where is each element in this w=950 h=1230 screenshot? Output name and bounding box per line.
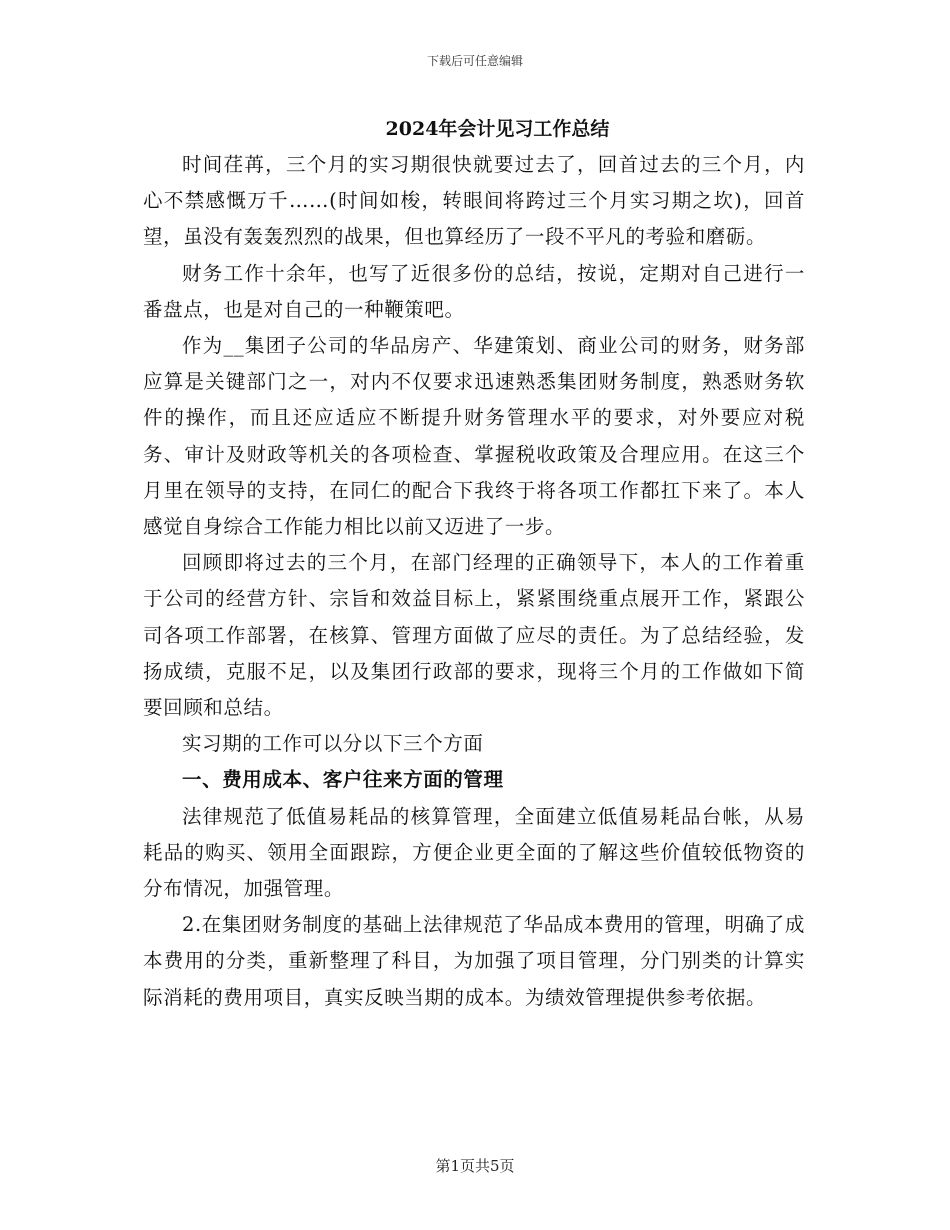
page-number-footer: 第1页共5页 — [435, 1157, 515, 1175]
document-title: 2024年会计见习工作总结 — [385, 118, 610, 140]
paragraph-intro: 时间荏苒，三个月的实习期很快就要过去了，回首过去的三个月，内心不禁感慨万千……(时间如梭，转眼间将跨过三个月实习期之坎)，回首望，虽没有轰轰烈烈的战果，但也算经历了一段不平凡的考验和磨砺。 — [143, 153, 805, 249]
page-header-note: 下载后可任意编辑 — [426, 54, 523, 68]
document-body — [143, 147, 805, 1016]
paragraph-reflection: 财务工作十余年，也写了近很多份的总结，按说，定期对自己进行一番盘点，也是对自己的一种鞭策吧。 — [143, 261, 805, 321]
paragraph-review: 回顾即将过去的三个月，在部门经理的正确领导下，本人的工作着重于公司的经营方针、宗旨和效益目标上，紧紧围绕重点展开工作，紧跟公司各项工作部署，在核算、管理方面做了应尽的责任。为了总结经验，发扬成绩，克服不足，以及集团行政部的要求，现将三个月的工作做如下简要回顾和总结。 — [143, 551, 805, 720]
section-heading-cost-management: 一、费用成本、客户往来方面的管理 — [182, 768, 504, 792]
paragraph-cost-expense-management: 2.在集团财务制度的基础上法律规范了华品成本费用的管理，明确了成本费用的分类，重新整理了科目，为加强了项目管理，分门别类的计算实际消耗的费用项目，真实反映当期的成本。为绩效管理提供参考依据。 — [143, 913, 805, 1009]
paragraph-aspects-intro: 实习期的工作可以分以下三个方面 — [182, 732, 484, 756]
paragraph-role: 作为__集团子公司的华品房产、华建策划、商业公司的财务，财务部应算是关键部门之一，对内不仅要求迅速熟悉集团财务制度，熟悉财务软件的操作，而且还应适应不断提升财务管理水平的要求，对外要应对税务、审计及财政等机关的各项检查、掌握税收政策及合理应用。在这三个月里在领导的支持，在同仁的配合下我终于将各项工作都扛下来了。本人感觉自身综合工作能力相比以前又迈进了一步。 — [143, 334, 805, 539]
paragraph-low-value-consumables: 法律规范了低值易耗品的核算管理，全面建立低值易耗品台帐，从易耗品的购买、领用全面跟踪，方便企业更全面的了解这些价值较低物资的分布情况，加强管理。 — [143, 804, 805, 901]
